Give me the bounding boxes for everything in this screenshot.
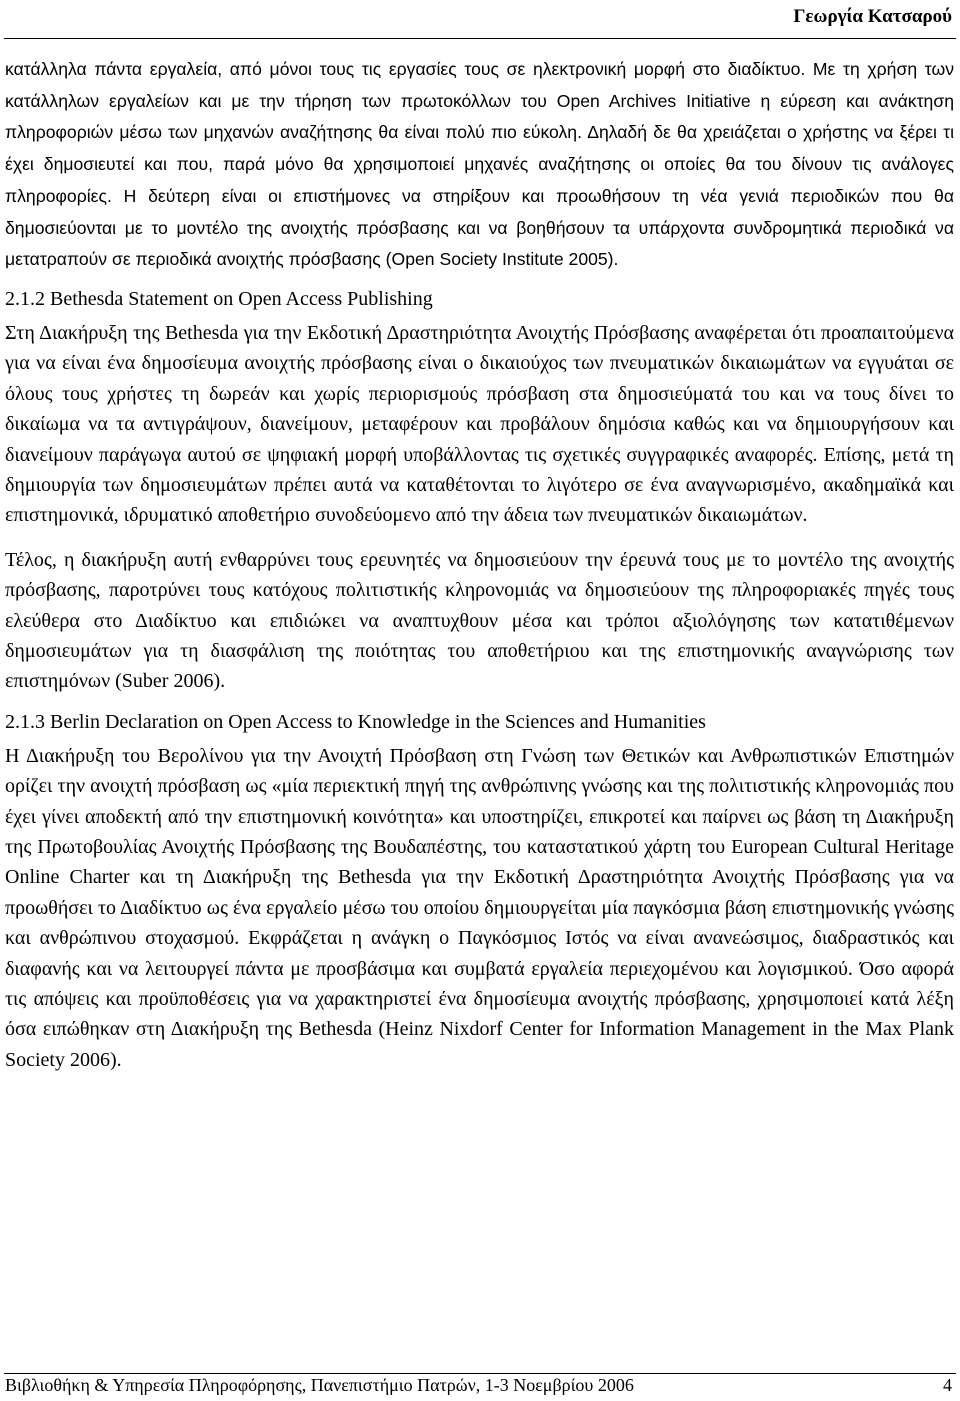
- paragraph-berlin-declaration: Η Διακήρυξη του Βερολίνου για την Ανοιχτή Πρόσβαση στη Γνώση των Θετικών και Ανθρωπιστικών Επιστημών ορίζει την ανοιχτή πρόσβαση ως «μία περιεκτική πηγή της ανθρώπινης γνώσης και της πολιτιστικής κληρονομιάς που έχει γίνει αποδεκτή από την επιστημονική κοινότητα» και υποστηρίζει, επικροτεί και παίρνει ως βάση τη Διακήρυξη της Πρωτοβουλίας Ανοιχτής Πρόσβασης της Βουδαπέστης, του καταστατικού χάρτη του European Cultural Heritage Online Charter και τη Διακήρυξη της Bethesda για την Εκδοτική Δραστηριότητα Ανοιχτής Πρόσβασης για να προωθήσει το Διαδίκτυο ως ένα εργαλείο μέσω του οποίου δημιουργείται μία παγκόσμια βάση επιστημονικής γνώσης και ανθρώπινου στοχασμού. Εκφράζεται η ανάγκη ο Παγκόσμιος Ιστός να είναι ανανεώσιμος, διαδραστικός και διαφανής και να λειτουργεί πάντα με προσβάσιμα και συμβατά εργαλεία περιεχομένου και λογισμικού. Όσο αφορά τις απόψεις και προϋποθέσεις για να χαρακτηριστεί ένα δημοσίευμα ανοιχτής πρόσβασης, χρησιμοποιεί κατά λέξη όσα ειπώθηκαν στη Διακήρυξη της Bethesda (Heinz Nixdorf Center for Information Management in the Max Plank Society 2006).: [5, 744, 954, 1071]
- section-heading-berlin: 2.1.3 Berlin Declaration on Open Access to Knowledge in the Sciences and Humanities: [5, 710, 706, 733]
- document-body: [5, 54, 954, 1075]
- paragraph-open-archives: κατάλληλα πάντα εργαλεία, από μόνοι τους τις εργασίες τους σε ηλεκτρονική μορφή στο διαδίκτυο. Με τη χρήση των κατάλληλων εργαλείων και με την τήρηση των πρωτοκόλλων του Open Archives Initiative η εύρεση και ανάκτηση πληροφοριών μέσω των μηχανών αναζήτησης θα είναι πολύ πιο εύκολη. Δηλαδή δε θα χρειάζεται ο χρήστης να ξέρει τι έχει δημοσιευτεί και που, παρά μόνο θα χρησιμοποιεί μηχανές αναζήτησης οι οποίες θα του δίνουν τις ανάλογες πληροφορίες. Η δεύτερη είναι οι επιστήμονες να στηρίξουν και προωθήσουν τη νέα γενιά περιοδικών που θα δημοσιεύονται με το μοντέλο της ανοιχτής πρόσβασης και να βοηθήσουν τα υπάρχοντα συνδρομητικά περιοδικά να μετατραπούν σε περιοδικά ανοιχτής πρόσβασης (Open Society Institute 2005).: [5, 59, 954, 270]
- footer-conference-text: Βιβλιοθήκη & Υπηρεσία Πληροφόρησης, Πανεπιστήμιο Πατρών, 1-3 Νοεμβρίου 2006: [5, 1375, 634, 1395]
- header-divider: [4, 38, 956, 39]
- page-footer: [5, 1375, 952, 1396]
- footer-divider: [4, 1373, 956, 1374]
- page-header-author: Γεωργία Κατσαρού: [793, 6, 952, 27]
- paragraph-bethesda-conclusion: Τέλος, η διακήρυξη αυτή ενθαρρύνει τους ερευνητές να δημοσιεύουν την έρευνά τους με το μοντέλο της ανοιχτής πρόσβασης, παροτρύνει τους κατόχους πολιτιστικής κληρονομιάς να δημοσιεύουν της πληροφοριακές πηγές τους ελεύθερα στο Διαδίκτυο και επιδιώκει να αναπτυχθουν μέσα και τρόποι αξιολόγησης των κατατιθέμενων δημοσιευμάτων για τη διασφάλιση της ποιότητας του αποθετήριου και της επιστημονικής αναγνώρισης των επιστημόνων (Suber 2006).: [5, 548, 954, 693]
- section-heading-bethesda: 2.1.2 Bethesda Statement on Open Access Publishing: [5, 287, 433, 310]
- page-number: 4: [943, 1375, 952, 1395]
- paragraph-bethesda-statement: Στη Διακήρυξη της Bethesda για την Εκδοτική Δραστηριότητα Ανοιχτής Πρόσβασης αναφέρεται ότι προαπαιτούμενα για να είναι ένα δημοσίευμα ανοιχτής πρόσβασης είναι ο δικαιούχος των πνευματικών δικαιωμάτων να εγγυάται σε όλους τους χρήστες τη δωρεάν και χωρίς περιορισμούς πρόσβαση στα δημοσιεύματά του και να τους δίνει το δικαίωμα να τα αντιγράψουν, διανείμουν, μεταφέρουν και προβάλουν δημόσια καθώς και να δημιουργήσουν και διανείμουν παράγωγα αυτού σε ψηφιακή μορφή υποβάλλοντας τις σχετικές συγγραφικές αναφορές. Επίσης, μετά τη δημιουργία των δημοσιευμάτων πρέπει αυτά να καταθέτονται το λιγότερο σε ένα αναγνωρισμένο, ακαδημαϊκά και επιστημονικά, ιδρυματικό αποθετήριο συνοδεύομενο από την άδεια των πνευματικών δικαιωμάτων.: [5, 321, 954, 527]
